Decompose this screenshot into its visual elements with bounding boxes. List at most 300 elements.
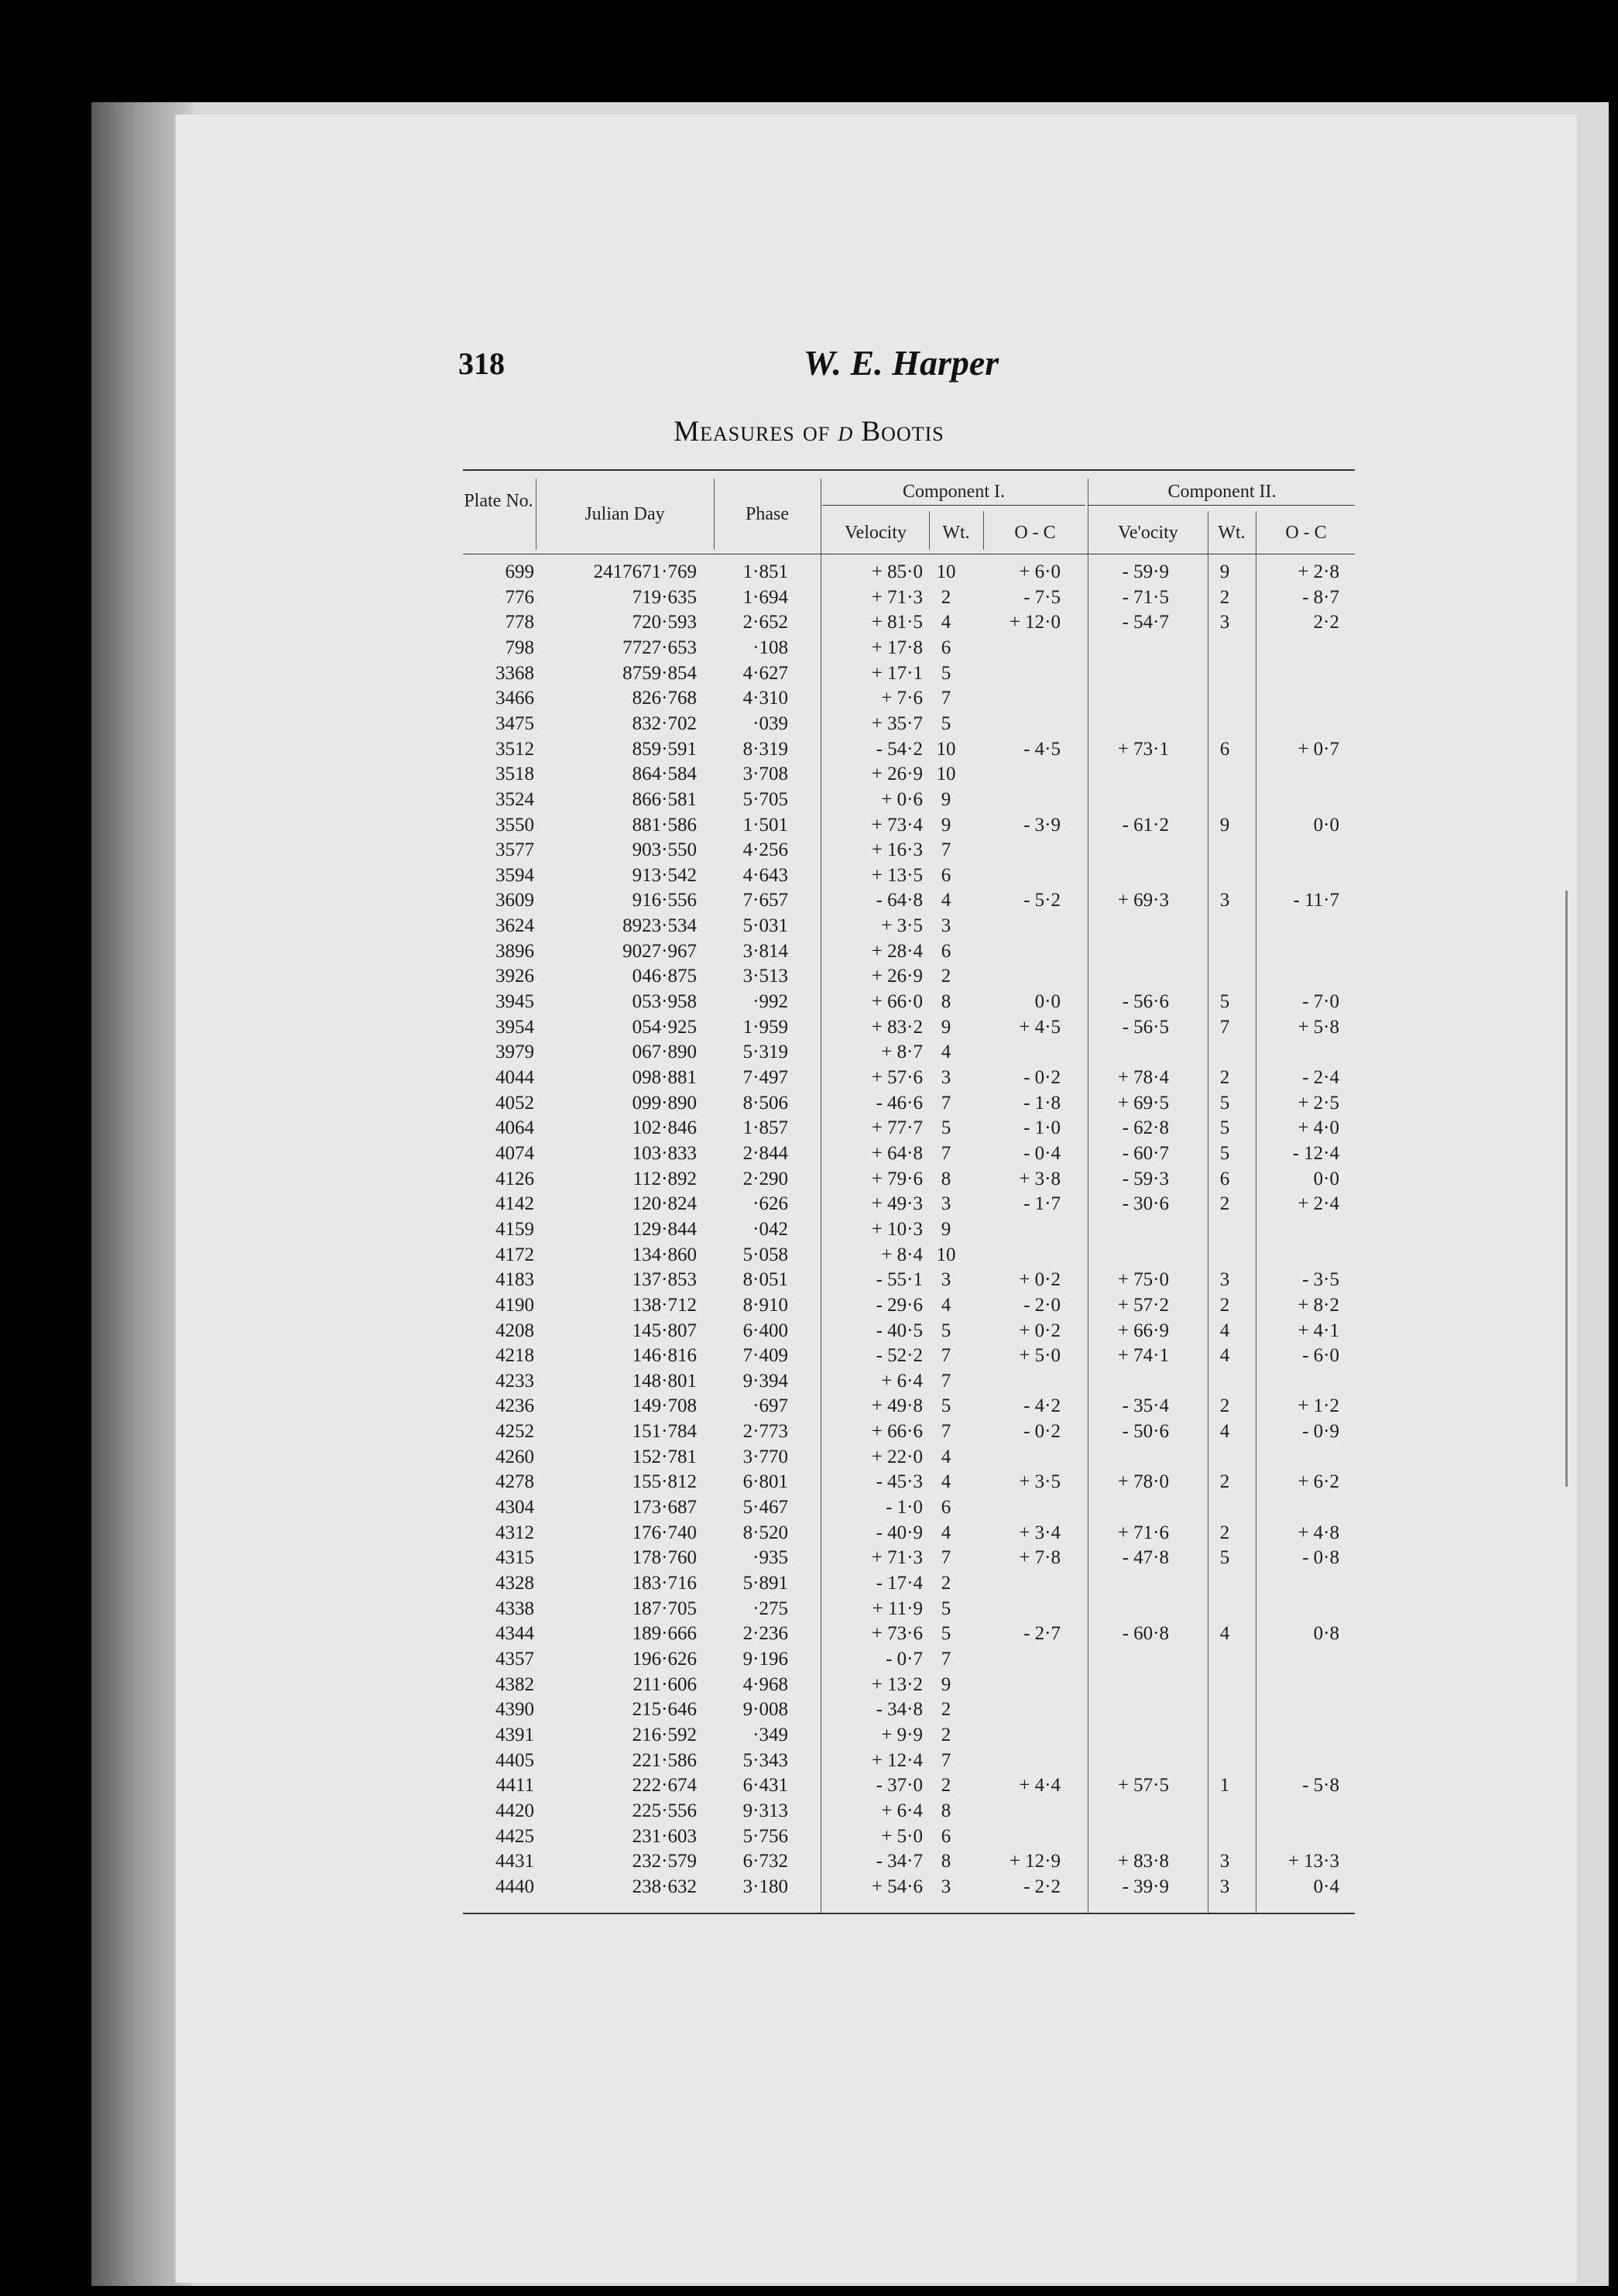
cell-plate-number: 3550 [495,814,534,836]
cell-phase: 4·310 [742,688,788,709]
cell-plate-number: 4431 [495,1851,534,1872]
cell-weight-1: 7 [941,1142,951,1164]
cell-julian-day: 129·844 [632,1218,697,1240]
table-row [457,712,1363,735]
table-bottom-rule [463,1913,1355,1914]
cell-weight-1: 7 [941,1421,951,1443]
header-component-1: Component I. [903,482,1005,502]
cell-phase: 6·431 [742,1775,788,1797]
cell-weight-1: 9 [941,788,951,810]
cell-weight-2: 2 [1219,1395,1230,1417]
cell-phase: 3·708 [742,764,788,785]
cell-phase: 5·756 [742,1825,788,1847]
cell-julian-day: 216·592 [632,1724,697,1745]
cell-weight-1: 3 [941,1067,951,1088]
cell-weight-2 [1209,1698,1240,1721]
cell-o-c-2 [1250,915,1339,937]
cell-julian-day: 138·712 [632,1294,697,1316]
cell-weight-1: 7 [941,1370,951,1392]
cell-julian-day: 903·550 [632,839,697,861]
cell-weight-1: 2 [941,586,951,608]
cell-o-c-1 [968,1648,1061,1670]
cell-velocity-1: - 40·5 [876,1320,923,1341]
cell-velocity-2 [1085,1572,1169,1594]
cell-plate-number: 4440 [495,1876,534,1897]
cell-julian-day: 211·606 [632,1673,697,1695]
cell-julian-day: 099·890 [632,1092,697,1114]
cell-julian-day: 054·925 [632,1016,697,1038]
cell-julian-day: 221·586 [632,1749,697,1771]
cell-o-c-1: - 1·8 [1023,1092,1061,1114]
cell-phase: 5·319 [742,1042,788,1063]
cell-weight-2: 2 [1219,1193,1230,1215]
cell-plate-number: 3954 [495,1016,534,1038]
cell-weight-2: 9 [1219,561,1230,582]
cell-velocity-1: + 57·6 [871,1067,923,1088]
cell-julian-day: 103·833 [632,1142,697,1164]
cell-velocity-2 [1085,839,1169,861]
table-row [457,637,1363,659]
cell-o-c-2: - 2·4 [1302,1067,1339,1088]
table-row [457,1572,1363,1594]
cell-weight-2 [1209,1446,1240,1468]
cell-julian-day: 238·632 [632,1876,697,1897]
cell-plate-number: 4190 [495,1294,534,1316]
cell-velocity-1: + 22·0 [871,1446,923,1467]
cell-velocity-2 [1085,1800,1169,1822]
cell-velocity-2: + 73·1 [1117,738,1169,760]
cell-velocity-2 [1085,1496,1169,1519]
cell-phase: 2·652 [742,612,788,633]
cell-plate-number: 3577 [495,839,534,861]
cell-weight-2: 5 [1219,1547,1230,1569]
cell-o-c-2: + 0·7 [1297,738,1339,760]
cell-o-c-2: - 11·7 [1293,890,1339,911]
cell-weight-2 [1209,1673,1240,1696]
cell-o-c-2 [1250,788,1339,811]
cell-weight-1: 3 [941,915,951,937]
cell-phase: 9·313 [742,1800,788,1821]
cell-o-c-2: - 0·9 [1302,1421,1339,1443]
cell-plate-number: 4420 [495,1800,534,1821]
cell-velocity-1: + 83·2 [871,1016,923,1038]
cell-plate-number: 3475 [495,712,534,734]
cell-julian-day: 067·890 [632,1042,697,1063]
cell-plate-number: 4338 [495,1598,534,1619]
table-row [457,1800,1363,1822]
header-velocity-1: Velocity [845,523,907,543]
cell-o-c-1 [968,1825,1061,1848]
cell-weight-2 [1209,637,1240,659]
cell-velocity-2 [1085,1825,1169,1848]
cell-velocity-2: + 75·0 [1117,1269,1169,1291]
cell-o-c-1: + 6·0 [1019,561,1061,582]
cell-o-c-2: - 5·8 [1302,1775,1339,1797]
cell-weight-1: 5 [941,662,951,684]
cell-velocity-1: + 71·3 [871,1547,923,1569]
cell-phase: 4·627 [742,662,788,684]
cell-velocity-1: + 66·0 [871,991,923,1013]
cell-o-c-1 [968,1496,1061,1519]
table-title [0,415,1618,448]
cell-velocity-2: + 69·3 [1117,890,1169,911]
cell-o-c-1 [968,1041,1061,1063]
cell-o-c-1: 0·0 [1034,991,1061,1013]
table-row [457,1622,1363,1645]
cell-velocity-1: - 54·2 [876,738,923,760]
cell-o-c-1 [968,1724,1061,1746]
cell-velocity-1: - 55·1 [876,1269,923,1291]
cell-velocity-1: + 85·0 [871,561,923,582]
cell-o-c-2: 2·2 [1313,612,1339,633]
column-divider [714,479,715,550]
table-row [457,1598,1363,1620]
table-row [457,1876,1363,1898]
cell-velocity-1: + 28·4 [871,940,923,962]
cell-phase: ·992 [752,991,788,1013]
cell-plate-number: 4328 [495,1573,534,1594]
cell-weight-1: 3 [941,1193,951,1215]
cell-o-c-1: + 4·5 [1019,1016,1061,1038]
cell-phase: 8·520 [742,1522,788,1543]
cell-o-c-1: - 4·5 [1023,738,1061,760]
component-rule-2 [1088,505,1355,506]
cell-phase: 7·497 [742,1067,788,1088]
table-row [457,1522,1363,1544]
cell-julian-day: 7727·653 [622,637,697,658]
cell-julian-day: 8759·854 [622,662,697,684]
cell-plate-number: 4208 [495,1320,534,1341]
table-row [457,1774,1363,1797]
cell-phase: 2·844 [742,1142,788,1164]
cell-weight-2: 4 [1219,1421,1230,1443]
cell-julian-day: 189·666 [632,1623,697,1645]
cell-o-c-1: + 5·0 [1019,1345,1061,1367]
cell-o-c-1 [968,712,1061,735]
cell-weight-1: 4 [941,1294,951,1316]
table-row [457,1446,1363,1468]
cell-phase: 3·180 [742,1876,788,1897]
cell-phase: 2·236 [742,1623,788,1645]
table-row [457,1193,1363,1215]
column-divider [983,511,984,550]
cell-plate-number: 4252 [495,1421,534,1443]
cell-velocity-2 [1085,1446,1169,1468]
cell-weight-2 [1209,1370,1240,1392]
cell-plate-number: 3518 [495,764,534,785]
cell-velocity-2: + 69·5 [1117,1092,1169,1114]
cell-plate-number: 4218 [495,1345,534,1367]
table-row [457,1142,1363,1165]
cell-velocity-1: + 0·6 [881,788,923,810]
cell-weight-1: 5 [941,1623,951,1645]
cell-velocity-2 [1085,940,1169,963]
cell-julian-day: 176·740 [632,1522,697,1543]
cell-julian-day: 046·875 [632,966,697,987]
cell-velocity-1: - 1·0 [886,1497,923,1519]
cell-velocity-2: - 59·3 [1122,1168,1169,1189]
cell-plate-number: 4278 [495,1471,534,1493]
column-divider [929,511,930,550]
cell-velocity-1: + 26·9 [871,966,923,987]
cell-julian-day: 8923·534 [622,915,697,937]
cell-o-c-1: - 1·7 [1023,1193,1061,1215]
cell-velocity-2: - 39·9 [1122,1876,1169,1897]
table-row [457,611,1363,633]
cell-phase: 9·196 [742,1648,788,1670]
table-row [457,1496,1363,1519]
cell-julian-day: 155·812 [632,1471,697,1493]
cell-weight-1: 8 [941,1800,951,1821]
cell-phase: 8·319 [742,738,788,760]
cell-plate-number: 4126 [495,1168,534,1189]
cell-julian-day: 145·807 [632,1320,697,1341]
cell-julian-day: 215·646 [632,1699,697,1721]
table-row [457,965,1363,987]
cell-julian-day: 152·781 [632,1446,697,1467]
cell-o-c-2: + 1·2 [1297,1395,1339,1417]
cell-weight-2: 5 [1219,1092,1230,1114]
cell-plate-number: 3945 [495,991,534,1013]
cell-phase: 5·891 [742,1573,788,1594]
cell-plate-number: 4390 [495,1699,534,1721]
table-row [457,1673,1363,1696]
table-row [457,738,1363,760]
cell-julian-day: 864·584 [632,764,697,785]
cell-o-c-2: - 6·0 [1302,1345,1339,1367]
cell-velocity-1: + 54·6 [871,1876,923,1897]
cell-weight-1: 4 [941,612,951,633]
cell-weight-2 [1209,1572,1240,1594]
cell-velocity-1: + 71·3 [871,586,923,608]
cell-o-c-1: + 12·9 [1009,1851,1061,1872]
cell-phase: 5·343 [742,1749,788,1771]
cell-weight-1: 9 [941,1673,951,1695]
cell-o-c-2 [1250,1218,1339,1241]
cell-velocity-1: - 52·2 [876,1345,923,1367]
table-row [457,1168,1363,1190]
cell-velocity-2 [1085,1648,1169,1670]
cell-phase: 8·506 [742,1092,788,1114]
cell-weight-2 [1209,915,1240,937]
cell-weight-2: 3 [1219,1876,1230,1897]
cell-weight-2: 2 [1219,1522,1230,1543]
cell-julian-day: 146·816 [632,1345,697,1367]
cell-o-c-2 [1250,1370,1339,1392]
cell-velocity-1: + 79·6 [871,1168,923,1189]
cell-velocity-1: + 49·8 [871,1395,923,1417]
cell-julian-day: 859·591 [632,738,697,760]
cell-o-c-2: - 0·8 [1302,1547,1339,1569]
cell-phase: 3·513 [742,966,788,987]
cell-o-c-1: + 7·8 [1019,1547,1061,1569]
cell-o-c-2 [1250,1698,1339,1721]
cell-weight-2: 3 [1219,890,1230,911]
cell-weight-2 [1209,965,1240,987]
cell-plate-number: 3896 [495,940,534,962]
cell-weight-2: 7 [1219,1016,1230,1038]
cell-weight-2: 2 [1219,586,1230,608]
cell-phase: ·626 [752,1193,788,1215]
cell-velocity-2: - 60·8 [1122,1623,1169,1645]
component-rule-1 [822,505,1085,506]
cell-velocity-1: + 9·9 [881,1724,923,1745]
cell-weight-2 [1209,687,1240,709]
header-oc-1: O - C [1014,523,1056,543]
cell-weight-1: 10 [936,561,956,582]
cell-phase: 4·643 [742,864,788,886]
cell-velocity-1: + 8·4 [881,1244,923,1265]
cell-o-c-1 [968,662,1061,685]
cell-weight-1: 5 [941,1320,951,1341]
cell-o-c-1 [968,1673,1061,1696]
cell-velocity-1: + 12·4 [871,1749,923,1771]
cell-weight-1: 9 [941,1016,951,1038]
table-row [457,814,1363,836]
cell-weight-2: 5 [1219,991,1230,1013]
cell-phase: 6·801 [742,1471,788,1493]
cell-phase: ·697 [752,1395,788,1417]
cell-velocity-2 [1085,788,1169,811]
cell-plate-number: 3926 [495,966,534,987]
cell-o-c-2: - 7·0 [1302,991,1339,1013]
cell-velocity-2: + 66·9 [1117,1320,1169,1341]
cell-o-c-1: - 2·2 [1023,1876,1061,1897]
cell-velocity-1: + 6·4 [881,1800,923,1821]
table-row [457,1344,1363,1367]
cell-o-c-1 [968,1446,1061,1468]
table-row [457,1471,1363,1493]
cell-weight-1: 4 [941,1446,951,1467]
cell-julian-day: 832·702 [632,712,697,734]
cell-velocity-1: - 45·3 [876,1471,923,1493]
cell-velocity-1: - 29·6 [876,1294,923,1316]
table-title-prefix: Measures of [674,416,838,448]
cell-o-c-2 [1250,1673,1339,1696]
cell-velocity-2: - 56·6 [1122,991,1169,1013]
header-weight-1: Wt. [942,523,970,543]
cell-julian-day: 134·860 [632,1244,697,1265]
cell-plate-number: 4260 [495,1446,534,1467]
cell-weight-1: 5 [941,1598,951,1619]
table-row [457,915,1363,937]
cell-velocity-1: + 49·3 [871,1193,923,1215]
cell-weight-2 [1209,662,1240,685]
cell-plate-number: 3594 [495,864,534,886]
cell-velocity-1: + 7·6 [881,688,923,709]
table-row [457,1268,1363,1291]
cell-weight-1: 7 [941,1345,951,1367]
cell-weight-1: 6 [941,637,951,658]
cell-weight-2: 3 [1219,1269,1230,1291]
cell-julian-day: 2417671·769 [593,561,697,582]
table-row [457,990,1363,1013]
cell-velocity-2 [1085,1370,1169,1392]
cell-julian-day: 053·958 [632,991,697,1013]
cell-weight-2: 4 [1219,1320,1230,1341]
cell-velocity-2 [1085,1749,1169,1772]
cell-o-c-2: 0·0 [1313,814,1339,836]
cell-velocity-2 [1085,1244,1169,1266]
cell-velocity-1: + 77·7 [871,1117,923,1139]
header-julian-day: Julian Day [584,504,665,524]
cell-velocity-2 [1085,965,1169,987]
cell-phase: 5·031 [742,915,788,937]
cell-velocity-1: + 17·8 [871,637,923,658]
cell-o-c-1: - 3·9 [1023,814,1061,836]
cell-weight-1: 5 [941,1117,951,1139]
cell-phase: 2·773 [742,1421,788,1443]
cell-velocity-1: - 46·6 [876,1092,923,1114]
cell-o-c-1 [968,915,1061,937]
cell-weight-1: 7 [941,1092,951,1114]
cell-weight-2: 4 [1219,1623,1230,1645]
cell-velocity-1: + 10·3 [871,1218,923,1240]
page-number: 318 [458,346,505,381]
table-row [457,662,1363,685]
cell-o-c-2 [1250,940,1339,963]
cell-plate-number: 3979 [495,1042,534,1063]
cell-phase: 9·008 [742,1699,788,1721]
cell-velocity-2 [1085,1724,1169,1746]
cell-phase: 8·051 [742,1269,788,1291]
cell-plate-number: 4411 [495,1775,534,1797]
cell-weight-1: 9 [941,814,951,836]
cell-velocity-1: - 37·0 [876,1775,923,1797]
cell-o-c-1 [968,1370,1061,1392]
cell-o-c-1: - 2·7 [1023,1623,1061,1645]
cell-plate-number: 4064 [495,1117,534,1139]
table-row [457,763,1363,785]
table-row [457,889,1363,911]
cell-velocity-2: - 30·6 [1122,1193,1169,1215]
cell-o-c-2: - 12·4 [1292,1142,1339,1164]
cell-o-c-2: + 8·2 [1297,1294,1339,1316]
cell-velocity-2: - 59·9 [1122,561,1169,582]
cell-o-c-2 [1250,1825,1339,1848]
cell-julian-day: 137·853 [632,1269,697,1291]
cell-plate-number: 3624 [495,915,534,937]
cell-weight-1: 7 [941,1749,951,1771]
cell-weight-1: 2 [941,1699,951,1721]
cell-o-c-1 [968,788,1061,811]
cell-weight-1: 3 [941,1269,951,1291]
cell-phase: 7·657 [742,890,788,911]
cell-phase: 8·910 [742,1294,788,1316]
table-row [457,1724,1363,1746]
cell-weight-2 [1209,1598,1240,1620]
cell-weight-2 [1209,1800,1240,1822]
cell-plate-number: 3512 [495,738,534,760]
cell-o-c-2: + 13·3 [1287,1851,1339,1872]
cell-velocity-1: + 35·7 [871,712,923,734]
cell-o-c-1 [968,864,1061,887]
table-row [457,1244,1363,1266]
cell-o-c-1: - 1·0 [1023,1117,1061,1139]
table-row [457,586,1363,609]
cell-velocity-1: + 8·7 [881,1042,923,1063]
cell-plate-number: 4074 [495,1142,534,1164]
cell-velocity-2: - 54·7 [1122,612,1169,633]
cell-weight-1: 6 [941,1497,951,1519]
cell-weight-1: 8 [941,1168,951,1189]
cell-o-c-2 [1250,1648,1339,1670]
cell-velocity-2 [1085,1598,1169,1620]
cell-julian-day: 719·635 [632,586,697,608]
cell-o-c-1: - 4·2 [1023,1395,1061,1417]
cell-phase: ·349 [752,1724,788,1745]
cell-weight-2 [1209,1648,1240,1670]
